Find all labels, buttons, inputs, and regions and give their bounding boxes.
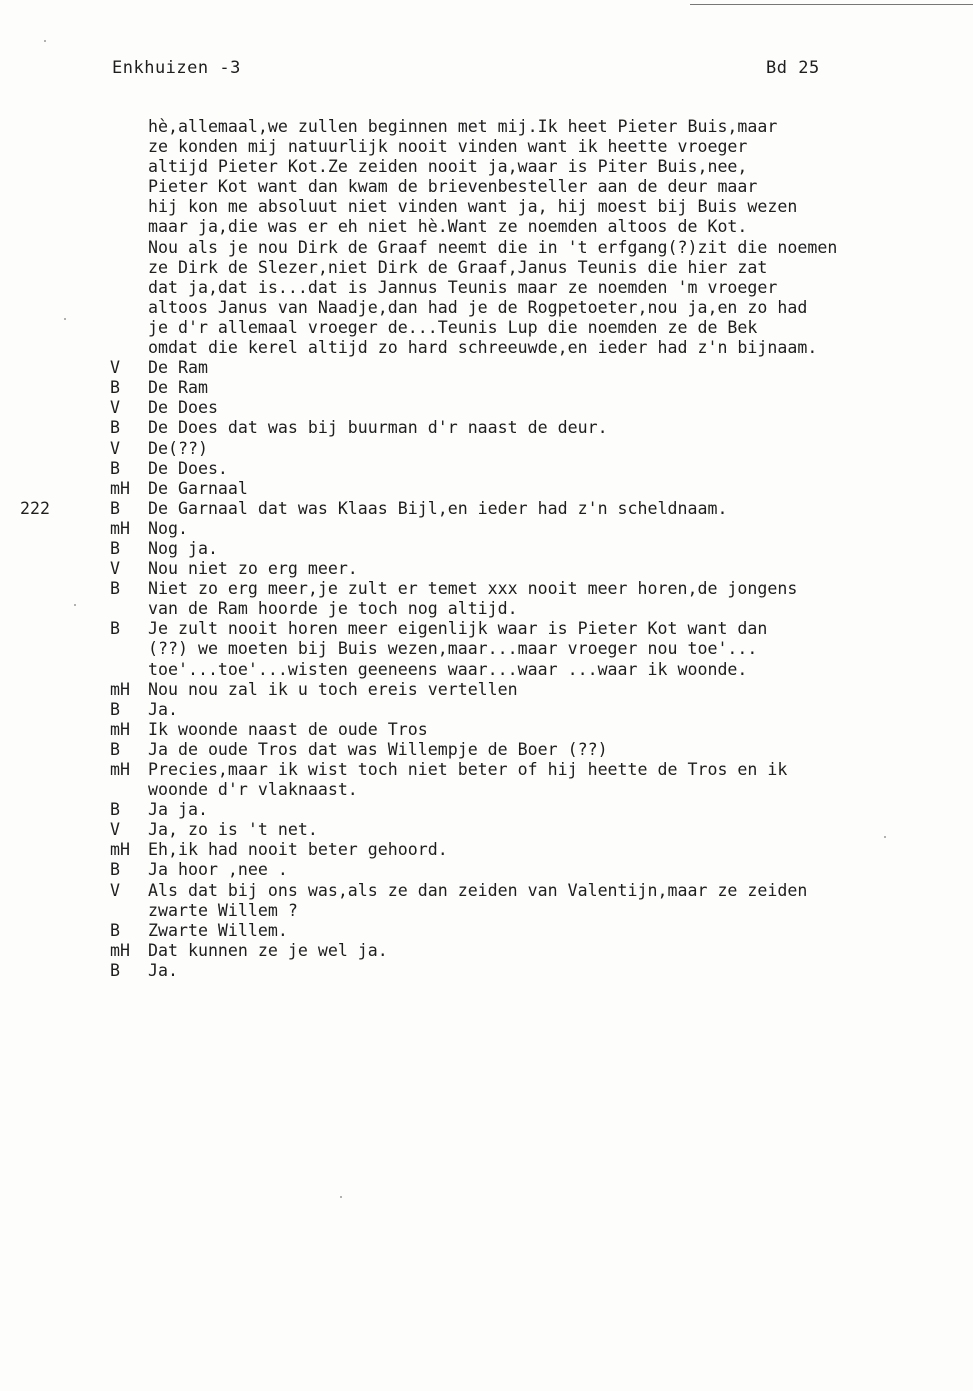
- transcript-line: [0, 840, 973, 860]
- transcript-line: [0, 137, 973, 157]
- transcript-line: [0, 318, 973, 338]
- transcript-line: [0, 157, 973, 177]
- line-text: De Garnaal: [148, 478, 248, 498]
- transcript-line: [0, 378, 973, 398]
- speaker-code: V: [110, 559, 120, 579]
- line-text: je d'r allemaal vroeger de...Teunis Lup die noemden ze de Bek: [148, 317, 758, 337]
- line-text: Ja de oude Tros dat was Willempje de Boer (??): [148, 739, 608, 759]
- paper-speck: [74, 604, 76, 606]
- transcript-line: [0, 278, 973, 298]
- line-text: dat ja,dat is...dat is Jannus Teunis maar ze noemden 'm vroeger: [148, 277, 778, 297]
- top-rule: [690, 4, 973, 5]
- transcript-line: [0, 881, 973, 901]
- line-text: Ja.: [148, 960, 178, 980]
- line-text: altoos Janus van Naadje,dan had je de Rogpetoeter,nou ja,en zo had: [148, 297, 808, 317]
- transcript-line: [0, 358, 973, 378]
- transcript-line: [0, 820, 973, 840]
- line-text: Ja hoor ,nee .: [148, 860, 288, 880]
- paper-speck: [884, 836, 886, 838]
- line-text: Eh,ik had nooit beter gehoord.: [148, 840, 448, 860]
- line-text: Dat kunnen ze je wel ja.: [148, 940, 388, 960]
- line-text: hè,allemaal,we zullen beginnen met mij.Ik heet Pieter Buis,maar: [148, 117, 778, 136]
- line-text: Nog ja.: [148, 538, 218, 558]
- transcript-line: [0, 217, 973, 237]
- transcript-line: [0, 258, 973, 278]
- speaker-code: V: [110, 398, 120, 418]
- line-text: De Garnaal dat was Klaas Bijl,en ieder had z'n scheldnaam.: [148, 498, 728, 518]
- transcript-line: [0, 539, 973, 559]
- line-text: Nog.: [148, 518, 188, 538]
- transcript-line: [0, 197, 973, 217]
- speaker-code: V: [110, 358, 120, 378]
- line-text: maar ja,die was er eh niet hè.Want ze noemden altoos de Kot.: [148, 217, 748, 237]
- speaker-code: mH: [110, 840, 130, 860]
- transcript-line: [0, 720, 973, 740]
- line-text: De Does.: [148, 458, 228, 478]
- transcript-line: [0, 559, 973, 579]
- speaker-code: B: [110, 378, 120, 398]
- speaker-code: B: [110, 699, 120, 719]
- line-text: Zwarte Willem.: [148, 920, 288, 940]
- paper-speck: [340, 1196, 342, 1198]
- transcript-line: [0, 680, 973, 700]
- speaker-code: mH: [110, 940, 130, 960]
- speaker-code: mH: [110, 679, 130, 699]
- transcript-line: [0, 599, 973, 619]
- speaker-code: B: [110, 458, 120, 478]
- transcript-line: [0, 780, 973, 800]
- speaker-code: B: [110, 418, 120, 438]
- line-text: Ik woonde naast de oude Tros: [148, 719, 428, 739]
- speaker-code: mH: [110, 518, 130, 538]
- transcript-line: [0, 398, 973, 418]
- line-text: De Ram: [148, 378, 208, 398]
- line-text: van de Ram hoorde je toch nog altijd.: [148, 599, 518, 619]
- transcript-line: [0, 760, 973, 780]
- line-text: toe'...toe'...wisten geeneens waar...waar ...waar ik woonde.: [148, 659, 748, 679]
- transcript-line: [0, 238, 973, 258]
- speaker-code: V: [110, 438, 120, 458]
- speaker-code: B: [110, 920, 120, 940]
- speaker-code: V: [110, 820, 120, 840]
- transcript-line: [0, 459, 973, 479]
- speaker-code: B: [110, 800, 120, 820]
- line-text: Nou als je nou Dirk de Graaf neemt die in 't erfgang(?)zit die noemen: [148, 237, 838, 257]
- transcript-line: [0, 941, 973, 961]
- line-text: Ja, zo is 't net.: [148, 820, 318, 840]
- transcript-line: [0, 921, 973, 941]
- line-text: Nou nou zal ik u toch ereis vertellen: [148, 679, 518, 699]
- line-text: Ja.: [148, 699, 178, 719]
- speaker-code: B: [110, 860, 120, 880]
- line-text: Precies,maar ik wist toch niet beter of hij heette de Tros en ik: [148, 760, 788, 779]
- transcript-body: [0, 117, 973, 981]
- speaker-code: mH: [110, 760, 130, 779]
- margin-counter: 222: [20, 498, 50, 518]
- transcript-line: [0, 338, 973, 358]
- line-text: hij kon me absoluut niet vinden want ja, hij moest bij Buis wezen: [148, 197, 798, 217]
- line-text: ze Dirk de Slezer,niet Dirk de Graaf,Janus Teunis die hier zat: [148, 257, 768, 277]
- line-text: De Does dat was bij buurman d'r naast de deur.: [148, 418, 608, 438]
- line-text: Ja ja.: [148, 800, 208, 820]
- line-text: De(??): [148, 438, 208, 458]
- line-text: Niet zo erg meer,je zult er temet xxx nooit meer horen,de jongens: [148, 579, 798, 599]
- transcript-line: [0, 418, 973, 438]
- speaker-code: B: [110, 498, 120, 518]
- speaker-code: B: [110, 739, 120, 759]
- paper-speck: [44, 40, 46, 42]
- transcript-line: [0, 639, 973, 659]
- line-text: ze konden mij natuurlijk nooit vinden want ik heette vroeger: [148, 137, 748, 157]
- speaker-code: B: [110, 579, 120, 599]
- transcript-line: [0, 117, 973, 137]
- transcript-line: [0, 660, 973, 680]
- transcript-line: [0, 479, 973, 499]
- speaker-code: B: [110, 960, 120, 980]
- paper-speck: [64, 318, 66, 320]
- speaker-code: V: [110, 880, 120, 900]
- transcript-line: [0, 579, 973, 599]
- line-text: Je zult nooit horen meer eigenlijk waar is Pieter Kot want dan: [148, 619, 768, 639]
- transcript-line: [0, 439, 973, 459]
- transcript-line: [0, 619, 973, 639]
- line-text: Pieter Kot want dan kwam de brievenbesteller aan de deur maar: [148, 177, 758, 197]
- transcript-line: [0, 298, 973, 318]
- line-text: Nou niet zo erg meer.: [148, 559, 358, 579]
- line-text: Als dat bij ons was,als ze dan zeiden van Valentijn,maar ze zeiden: [148, 880, 808, 900]
- line-text: De Does: [148, 398, 218, 418]
- transcript-line: [0, 740, 973, 760]
- line-text: woonde d'r vlaknaast.: [148, 780, 358, 800]
- line-text: omdat die kerel altijd zo hard schreeuwde,en ieder had z'n bijnaam.: [148, 338, 818, 358]
- speaker-code: mH: [110, 478, 130, 498]
- page-header-tape-number: Bd 25: [766, 58, 820, 78]
- transcript-line: [0, 700, 973, 720]
- transcript-line: [0, 901, 973, 921]
- page-header-location: Enkhuizen -3: [112, 58, 241, 78]
- transcript-line: [0, 800, 973, 820]
- line-text: (??) we moeten bij Buis wezen,maar...maar vroeger nou toe'...: [148, 639, 758, 659]
- transcript-line: [0, 177, 973, 197]
- transcript-line: [0, 519, 973, 539]
- line-text: altijd Pieter Kot.Ze zeiden nooit ja,waar is Piter Buis,nee,: [148, 157, 748, 177]
- speaker-code: B: [110, 538, 120, 558]
- line-text: zwarte Willem ?: [148, 900, 298, 920]
- transcript-line: [0, 961, 973, 981]
- transcript-line: [0, 499, 973, 519]
- speaker-code: mH: [110, 719, 130, 739]
- line-text: De Ram: [148, 358, 208, 378]
- transcript-line: [0, 860, 973, 880]
- speaker-code: B: [110, 619, 120, 639]
